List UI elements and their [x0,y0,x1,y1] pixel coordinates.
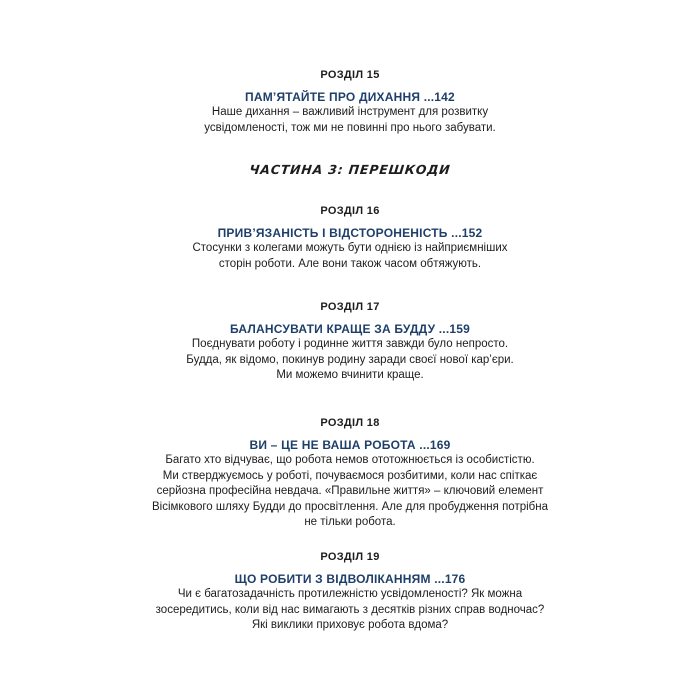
chapter-description [0,587,700,634]
description-line: сторін роботи. Але вони також часом обтяжують. [218,257,482,270]
toc-entry-chapter-18 [0,416,700,531]
description-line: Вісімкового шляху Будди до просвітлення. Але для пробудження потрібна [151,500,548,513]
chapter-number: РОЗДІЛ 17 [320,301,380,313]
chapter-description [0,453,700,531]
description-line: Поєднувати роботу і родинне життя завжди було непросто. [191,338,509,350]
description-line: Будда, як відомо, покинув родину заради своєї нової кар’єри. [186,353,514,366]
description-line: Ми стверджуємось у роботі, почуваємося розбитими, коли нас спіткає [162,469,538,482]
chapter-description [0,105,700,136]
chapter-title[interactable]: ЩО РОБИТИ З ВІДВОЛІКАННЯМ ...176 [234,572,466,586]
description-line: Чи є багатозадачність протилежністю усвідомленості? Як можна [177,588,523,600]
description-line: Багато хто відчуває, що робота немов ототожнюється із особистістю. [165,454,535,466]
description-line: Стосунки з колегами можуть бути однією із найприємніших [192,242,508,254]
chapter-title[interactable]: БАЛАНСУВАТИ КРАЩЕ ЗА БУДДУ ...159 [229,322,470,336]
description-line: серйозна професійна невдача. «Правильне життя» – ключовий елемент [156,485,544,497]
chapter-title[interactable]: ВИ – ЦЕ НЕ ВАША РОБОТА ...169 [249,438,451,452]
chapter-title[interactable]: ПРИВ’ЯЗАНІСТЬ І ВІДСТОРОНЕНІСТЬ ...152 [217,226,483,240]
description-line: Наше дихання – важливий інструмент для розвитку [211,106,489,118]
chapter-number: РОЗДІЛ 18 [320,417,380,429]
description-line: зосередитись, коли від нас вимагають з десятків різних справ водночас? [155,603,545,616]
part-heading: ЧАСТИНА 3: ПЕРЕШКОДИ [248,162,452,177]
chapter-description [0,337,700,384]
chapter-description [0,241,700,272]
description-line: Які виклики приховує робота вдома? [251,619,449,631]
chapter-number: РОЗДІЛ 15 [320,69,380,81]
chapter-number: РОЗДІЛ 16 [320,205,380,217]
description-line: усвідомленості, тож ми не повинні про нього забувати. [204,121,496,134]
description-line: не тільки робота. [304,516,396,528]
chapter-number: РОЗДІЛ 19 [320,551,380,563]
chapter-title[interactable]: ПАМ’ЯТАЙТЕ ПРО ДИХАННЯ ...142 [245,90,455,104]
toc-entry-chapter-19 [0,550,700,634]
toc-entry-chapter-17 [0,300,700,384]
description-line: Ми можемо вчинити краще. [276,369,424,381]
toc-entry-chapter-16 [0,204,700,272]
toc-entry-chapter-15 [0,68,700,136]
